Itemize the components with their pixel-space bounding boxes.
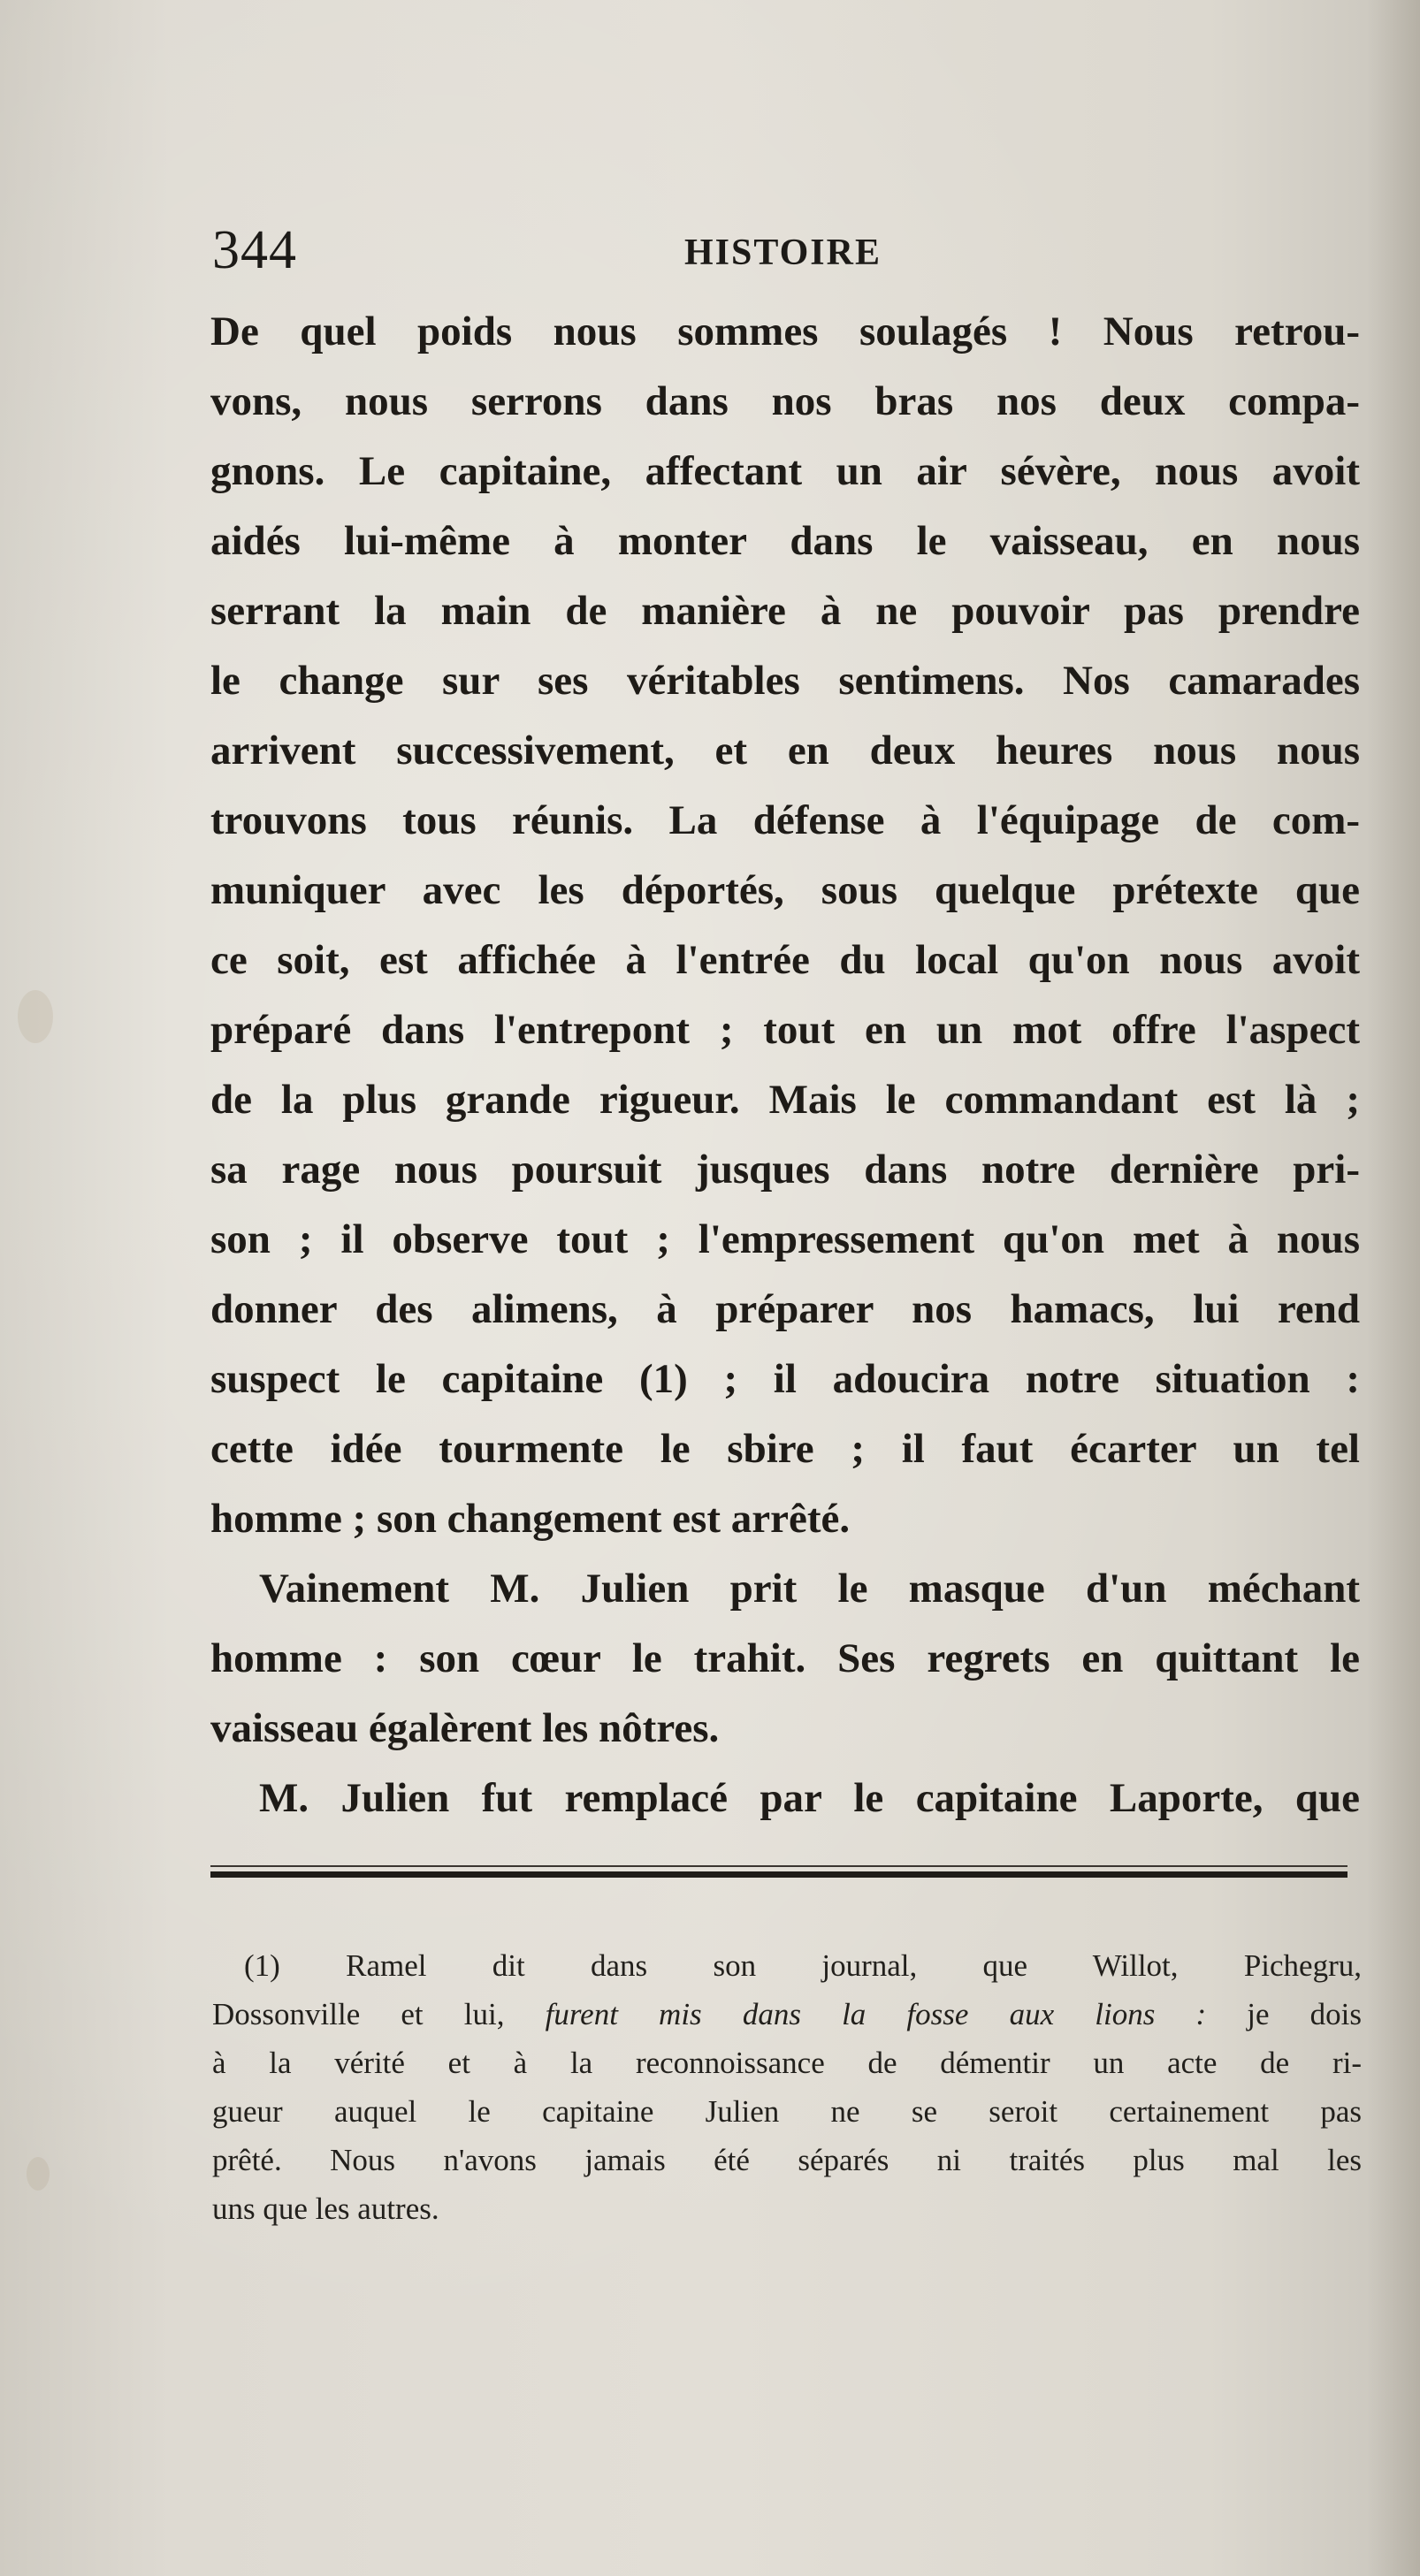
text-line: De quel poids nous sommes soulagés ! Nous retrou- [210,309,1360,354]
footnote-rule-thin [210,1865,1347,1867]
text-line: M. Julien fut remplacé par le capitaine Laporte, que [259,1775,1360,1821]
footnote-line [212,1990,1362,2039]
text-line: préparé dans l'entrepont ; tout en un mot offre l'aspect [210,1007,1360,1053]
page-number: 344 [212,220,297,280]
text-line: aidés lui-même à monter dans le vaisseau, en nous [210,518,1360,564]
text-line: serrant la main de manière à ne pouvoir pas prendre [210,588,1360,634]
footnote-line: à la vérité et à la reconnoissance de démentir un acte de ri- [212,2046,1362,2080]
running-head: HISTOIRE [684,232,882,273]
text-line: vons, nous serrons dans nos bras nos deux compa- [210,378,1360,424]
text-line: homme ; son changement est arrêté. [210,1496,851,1542]
text-line: de la plus grande rigueur. Mais le commandant est là ; [210,1077,1360,1123]
page-header [212,219,1362,290]
text-line: ce soit, est affichée à l'entrée du local qu'on nous avoit [210,937,1360,983]
footnote-rule [210,1871,1347,1878]
footnote-line: prêté. Nous n'avons jamais été séparés ni traités plus mal les [212,2143,1362,2177]
text-line: suspect le capitaine (1) ; il adoucira notre situation : [210,1356,1360,1402]
page-stain [18,990,53,1043]
footnote-line: uns que les autres. [212,2191,439,2226]
main-text [210,297,1360,1833]
text-line: son ; il observe tout ; l'empressement qu'on met à nous [210,1216,1360,1262]
footnote-line: (1) Ramel dit dans son journal, que Willot, Pichegru, [244,1948,1362,1983]
bleed-through-text [212,1809,1362,1835]
text-line: donner des alimens, à préparer nos hamacs, lui rend [210,1286,1360,1332]
text-line: gnons. Le capitaine, affectant un air sévère, nous avoit [210,448,1360,494]
text-line: Vainement M. Julien prit le masque d'un méchant [259,1566,1360,1612]
text-line: muniquer avec les déportés, sous quelque prétexte que [210,867,1360,913]
text-line: trouvons tous réunis. La défense à l'équipage de com- [210,797,1360,843]
page-stain [27,2157,50,2191]
footnote-text: Dossonville et lui, [212,1997,546,2031]
text-line: cette idée tourmente le sbire ; il faut écarter un tel [210,1426,1360,1472]
footnote-line: gueur auquel le capitaine Julien ne se seroit certainement pas [212,2094,1362,2129]
footnote-quote: furent mis dans la fosse aux lions : [545,1997,1207,2031]
text-line: arrivent successivement, et en deux heures nous nous [210,728,1360,774]
text-line: sa rage nous poursuit jusques dans notre dernière pri- [210,1147,1360,1193]
footnote-text: je dois [1206,1997,1362,2031]
footnote [212,1941,1362,2233]
text-line: le change sur ses véritables sentimens. Nos camarades [210,658,1360,704]
text-line: homme : son cœur le trahit. Ses regrets en quittant le [210,1635,1360,1681]
text-line: vaisseau égalèrent les nôtres. [210,1705,720,1751]
